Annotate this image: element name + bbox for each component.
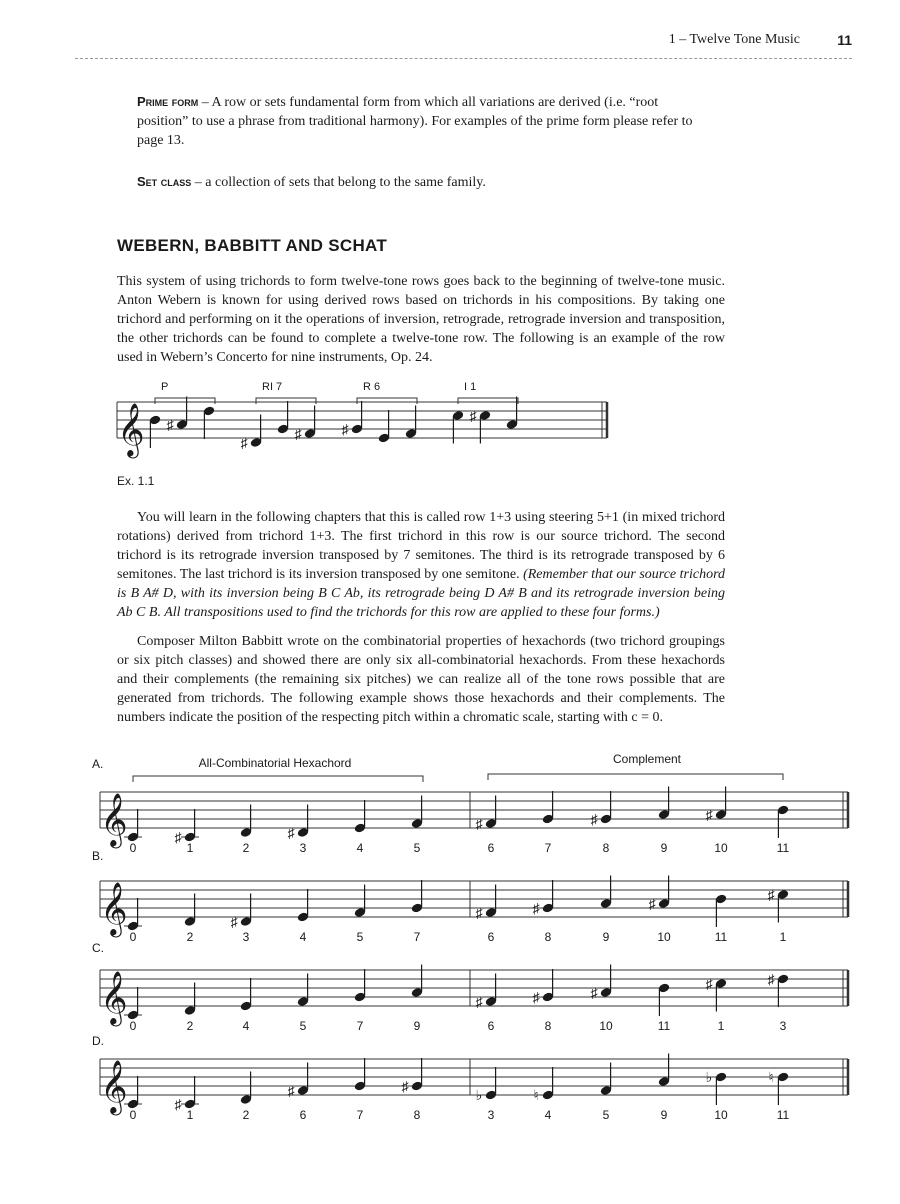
trichord-bracket (155, 398, 215, 404)
trichord-label: I 1 (464, 381, 477, 393)
pitch-class-number: 2 (242, 1108, 250, 1122)
trichord-label: RI 7 (262, 381, 283, 393)
pitch-class-number: 0 (129, 1108, 137, 1122)
pitch-class-number: 8 (602, 841, 610, 855)
accidental: ♯ (230, 913, 238, 930)
pitch-class-number: 2 (186, 1019, 194, 1033)
system-label: C. (92, 941, 104, 955)
note (533, 880, 555, 916)
pitch-class-number: 5 (413, 841, 421, 855)
note (342, 401, 364, 437)
pitch-class-number: 11 (714, 930, 728, 944)
section-title: WEBERN, BABBITT AND SCHAT (117, 236, 388, 255)
pitch-class-number: 4 (299, 930, 307, 944)
pitch-class-number: 3 (242, 930, 250, 944)
trichord-bracket (256, 398, 316, 404)
accidental: ♯ (648, 895, 656, 912)
complement-bracket (488, 774, 783, 780)
pitch-class-number: 9 (602, 930, 610, 944)
complement-bracket-label: Complement (612, 752, 682, 766)
accidental: ♯ (287, 824, 295, 841)
system-label: B. (92, 849, 104, 863)
accidental: ♯ (705, 975, 713, 992)
note (354, 969, 367, 1002)
paragraph-intro: This system of using trichords to form twelve-tone rows goes back to the beginning of twelve-tone music. Anton Webern is known for using derived rows based on trichords in his compositions. By taking one trichord and performing on it the operations of inversion, retrograde, retrograde inversion and transposition, the other trichords can be found to complete a twelve-tone row. The following is an example of the row used in Webern’s Concerto for nine instruments, Op. 24. (117, 274, 725, 365)
treble-clef: 𝄞 (117, 403, 145, 455)
pitch-class-number: 6 (299, 1108, 307, 1122)
system-label: D. (92, 1034, 104, 1048)
note (533, 969, 555, 1005)
accidental: ♯ (590, 984, 598, 1001)
note (768, 1069, 789, 1105)
pitch-class-number: 7 (413, 930, 421, 944)
pitch-class-number: 1 (186, 1108, 194, 1122)
accidental: ♯ (767, 971, 775, 987)
accidental: ♯ (475, 904, 483, 921)
pitch-class-number: 10 (599, 1019, 613, 1033)
pitch-class-number: 6 (487, 930, 495, 944)
pitch-class-number: 0 (129, 841, 137, 855)
pitch-class-number: 1 (717, 1019, 725, 1033)
system-label: A. (92, 757, 104, 771)
pitch-class-number: 3 (487, 1108, 495, 1122)
accidental: ♯ (240, 434, 248, 451)
hexachord-system (92, 757, 848, 855)
paragraph-babbitt: Composer Milton Babbitt wrote on the combinatorial properties of hexachords (two trichord groupings or six pitch classes) and showed there are only six all-combinatorial hexachords. From these hexachords and their complements (the remaining six pitches) we can realize all of the tone rows possible that are generated from trichords. The following example shows those hexachords and their complements. The numbers indicate the position of the respecting pitch within a chromatic scale, starting with c = 0. (117, 634, 725, 725)
pitch-class-number: 0 (129, 930, 137, 944)
example-1-1-staff (117, 381, 607, 458)
treble-clef: 𝄞 (100, 793, 128, 845)
treble-clef: 𝄞 (100, 1060, 128, 1112)
page-number: 11 (837, 32, 852, 48)
pitch-class-number: 10 (657, 930, 671, 944)
pitch-class-number: 10 (714, 841, 728, 855)
trichord-label: R 6 (363, 381, 381, 393)
pitch-class-number: 8 (413, 1108, 421, 1122)
pitch-class-number: 3 (299, 841, 307, 855)
hexachord-system (92, 1034, 848, 1122)
note (297, 889, 310, 922)
paragraph-italic-note: (Remember that our source trichord is B A# D, with its inversion being B C Ab, its retrograde being D A# B and its retrograde inversion being Ab C B. All transpositions used to find the trichords for this row are applied to these four forms.) (117, 567, 726, 620)
note (203, 406, 216, 439)
note (354, 1058, 367, 1091)
hexachord-bracket (133, 776, 423, 782)
hexachord-bracket-label: All-Combinatorial Hexachord (198, 756, 352, 770)
pitch-class-number: 6 (487, 1019, 495, 1033)
note (175, 1076, 200, 1112)
pitch-class-number: 4 (242, 1019, 250, 1033)
hexachord-system (92, 941, 848, 1033)
paragraph-text: You will learn in the following chapters that this is called row 1+3 using steering 5+1 (in mixed trichord rotations) derived from trichord 1+3. The first trichord in this row is our source trichord. The second trichord is its retrograde inversion transposed by 7 semitones. The third is its retrograde transposed by 6 semitones. The last trichord is its inversion transposed by one semitone. (117, 510, 725, 582)
pitch-class-number: 1 (779, 930, 787, 944)
pitch-class-number: 11 (776, 1108, 790, 1122)
accidental: ♯ (767, 886, 775, 903)
accidental: ♯ (341, 421, 349, 437)
note (591, 791, 613, 827)
note (277, 401, 290, 434)
accidental: ♯ (287, 1082, 295, 1099)
chapter-title: 1 – Twelve Tone Music (668, 32, 800, 47)
note (354, 800, 367, 833)
accidental: ♯ (532, 900, 540, 916)
pitch-class-number: 1 (186, 841, 194, 855)
pitch-class-number: 9 (660, 1108, 668, 1122)
note (706, 1069, 728, 1105)
treble-clef: 𝄞 (100, 882, 128, 934)
pitch-class-number: 7 (356, 1108, 364, 1122)
pitch-class-number: 11 (657, 1019, 671, 1033)
accidental: ♯ (705, 806, 713, 823)
note (240, 978, 253, 1011)
accidental: ♯ (401, 1078, 409, 1094)
pitch-class-number: 4 (356, 841, 364, 855)
pitch-class-number: 3 (779, 1019, 787, 1033)
pitch-class-number: 9 (413, 1019, 421, 1033)
pitch-class-number: 0 (129, 1019, 137, 1033)
accidental: ♯ (475, 993, 483, 1010)
pitch-class-number: 11 (776, 841, 790, 855)
accidental: ♯ (532, 989, 540, 1005)
accidental: ♮ (533, 1087, 539, 1103)
definition-text: – a collection of sets that belong to the same family. (191, 175, 486, 190)
trichord-label: P (161, 381, 169, 393)
pitch-class-number: 5 (356, 930, 364, 944)
accidental: ♯ (469, 407, 477, 424)
note (768, 971, 790, 1007)
example-caption: Ex. 1.1 (117, 474, 155, 488)
accidental: ♯ (590, 811, 598, 827)
definition-text: – A row or sets fundamental form from which all variations are derived (i.e. “root position” to use a phrase from traditional harmony). For examples of the prime form please refer to page 13. (137, 95, 693, 148)
pitch-class-number: 5 (299, 1019, 307, 1033)
accidental: ♯ (166, 416, 174, 433)
accidental: ♮ (768, 1069, 774, 1085)
note (175, 809, 200, 845)
note (542, 791, 555, 824)
pitch-class-number: 8 (544, 1019, 552, 1033)
pitch-class-number: 2 (186, 930, 194, 944)
accidental: ♯ (174, 829, 182, 845)
pitch-class-number: 10 (714, 1108, 728, 1122)
note (476, 1067, 498, 1103)
definition-term: Prime form (137, 94, 199, 109)
pitch-class-number: 2 (242, 841, 250, 855)
note (658, 983, 671, 1016)
accidental: ♯ (475, 815, 483, 832)
pitch-class-number: 7 (544, 841, 552, 855)
note (411, 880, 424, 913)
accidental: ♭ (475, 1087, 483, 1103)
accidental: ♯ (174, 1096, 182, 1112)
note (378, 410, 391, 443)
note (777, 805, 790, 838)
pitch-class-number: 4 (544, 1108, 552, 1122)
trichord-bracket (357, 398, 417, 404)
accidental: ♭ (705, 1069, 713, 1085)
note (533, 1067, 554, 1103)
note (402, 1058, 424, 1094)
accidental: ♯ (294, 425, 302, 442)
pitch-class-number: 9 (660, 841, 668, 855)
trichord-bracket (458, 398, 518, 404)
note (715, 894, 728, 927)
pitch-class-number: 6 (487, 841, 495, 855)
definition-term: Set class (137, 174, 192, 189)
pitch-class-number: 8 (544, 930, 552, 944)
pitch-class-number: 7 (356, 1019, 364, 1033)
note (149, 415, 162, 448)
pitch-class-number: 5 (602, 1108, 610, 1122)
treble-clef: 𝄞 (100, 971, 128, 1023)
hexachord-system (92, 849, 848, 944)
